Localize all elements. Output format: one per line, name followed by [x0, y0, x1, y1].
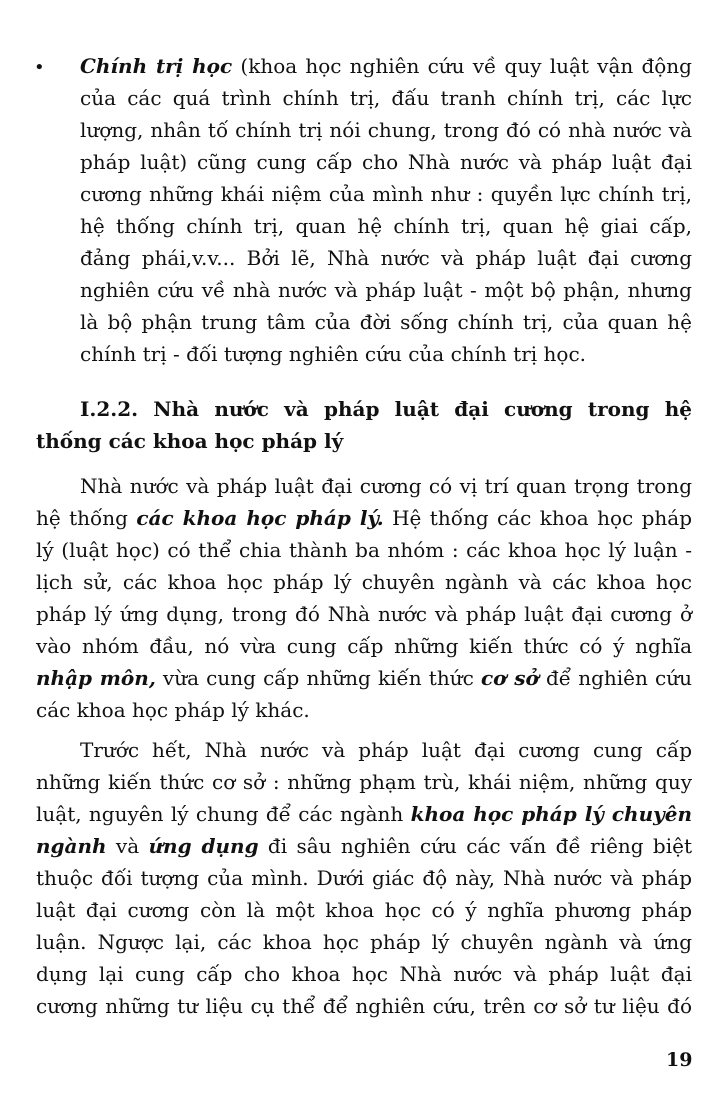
paragraph-3-line-8: dụng lại cung cấp cho khoa học Nhà nước và pháp luật đại	[36, 962, 692, 986]
paragraph-3-line-1: Trước hết, Nhà nước và pháp luật đại cương cung cấp	[80, 738, 692, 762]
paragraph-3-line-9: cương những tư liệu cụ thể để nghiên cứu, trên cơ sở tư liệu đó	[36, 994, 692, 1018]
bullet-paragraph-line-7: đảng phái,v.v... Bởi lẽ, Nhà nước và pháp luật đại cương	[80, 246, 692, 270]
bullet-marker: •	[34, 57, 45, 78]
paragraph-2-line-6: vào nhóm đầu, nó vừa cung cấp những kiến thức có ý nghĩa	[36, 634, 692, 658]
paragraph-2-line-4: lịch sử, các khoa học pháp lý chuyên ngành và các khoa học	[36, 570, 692, 594]
emphasis-khoa-hoc-phap-ly-chuyen: khoa học pháp lý chuyên	[410, 802, 692, 826]
paragraph-3-line-7: luận. Ngược lại, các khoa học pháp lý chuyên ngành và ứng	[36, 930, 692, 954]
paragraph-2-line-7: nhập môn, vừa cung cấp những kiến thức cơ sở để nghiên cứu	[36, 666, 692, 690]
emphasis-ung-dung: ứng dụng	[148, 834, 259, 858]
emphasis-nhap-mon: nhập môn,	[36, 666, 156, 690]
paragraph-2-line-8: các khoa học pháp lý khác.	[36, 698, 310, 722]
bullet-paragraph-line-9: là bộ phận trung tâm của đời sống chính trị, của quan hệ	[80, 310, 692, 334]
bullet-paragraph-line-3: lượng, nhân tố chính trị nói chung, trong đó có nhà nước và	[80, 118, 692, 142]
paragraph-3-line-2: những kiến thức cơ sở : những phạm trù, khái niệm, những quy	[36, 770, 692, 794]
paragraph-2-line-2: hệ thống các khoa học pháp lý. Hệ thống các khoa học pháp	[36, 506, 692, 530]
section-heading-line-1: I.2.2. Nhà nước và pháp luật đại cương trong hệ	[80, 397, 692, 421]
paragraph-2-line-1: Nhà nước và pháp luật đại cương có vị trí quan trọng trong	[80, 474, 692, 498]
paragraph-3-line-5: thuộc đối tượng của mình. Dưới giác độ này, Nhà nước và pháp	[36, 866, 692, 890]
bullet-paragraph-line-2: của các quá trình chính trị, đấu tranh chính trị, các lực	[80, 86, 692, 110]
paragraph-3-line-4: ngành và ứng dụng đi sâu nghiên cứu các vấn đề riêng biệt	[36, 834, 693, 858]
paragraph-2-line-3: lý (luật học) có thể chia thành ba nhóm : các khoa học lý luận -	[36, 538, 692, 562]
paragraph-3-line-3: luật, nguyên lý chung để các ngành khoa học pháp lý chuyên	[36, 802, 692, 826]
bullet-paragraph-line-5: cương những khái niệm của mình như : quyền lực chính trị,	[80, 182, 692, 206]
page-number: 19	[666, 1049, 693, 1071]
bullet-paragraph-line-8: nghiên cứu về nhà nước và pháp luật - một bộ phận, nhưng	[80, 278, 692, 302]
bullet-paragraph-line-6: hệ thống chính trị, quan hệ chính trị, quan hệ giai cấp,	[80, 214, 692, 238]
emphasis-nganh: ngành	[36, 834, 107, 858]
paragraph-2-line-5: pháp lý ứng dụng, trong đó Nhà nước và pháp luật đại cương ở	[36, 602, 692, 626]
bullet-paragraph-line-1: Chính trị học (khoa học nghiên cứu về quy luật vận động	[80, 54, 692, 78]
section-heading-line-2: thống các khoa học pháp lý	[36, 429, 344, 453]
bullet-paragraph-line-10: chính trị - đối tượng nghiên cứu của chính trị học.	[80, 342, 587, 366]
paragraph-3-line-6: luật đại cương còn là một khoa học có ý nghĩa phương pháp	[36, 898, 692, 922]
emphasis-cac-khoa-hoc-phap-ly: các khoa học pháp lý.	[136, 506, 384, 530]
bullet-paragraph-line-4: pháp luật) cũng cung cấp cho Nhà nước và pháp luật đại	[80, 150, 692, 174]
term-chinh-tri-hoc: Chính trị học	[80, 54, 233, 78]
emphasis-co-so: cơ sở	[480, 666, 539, 690]
